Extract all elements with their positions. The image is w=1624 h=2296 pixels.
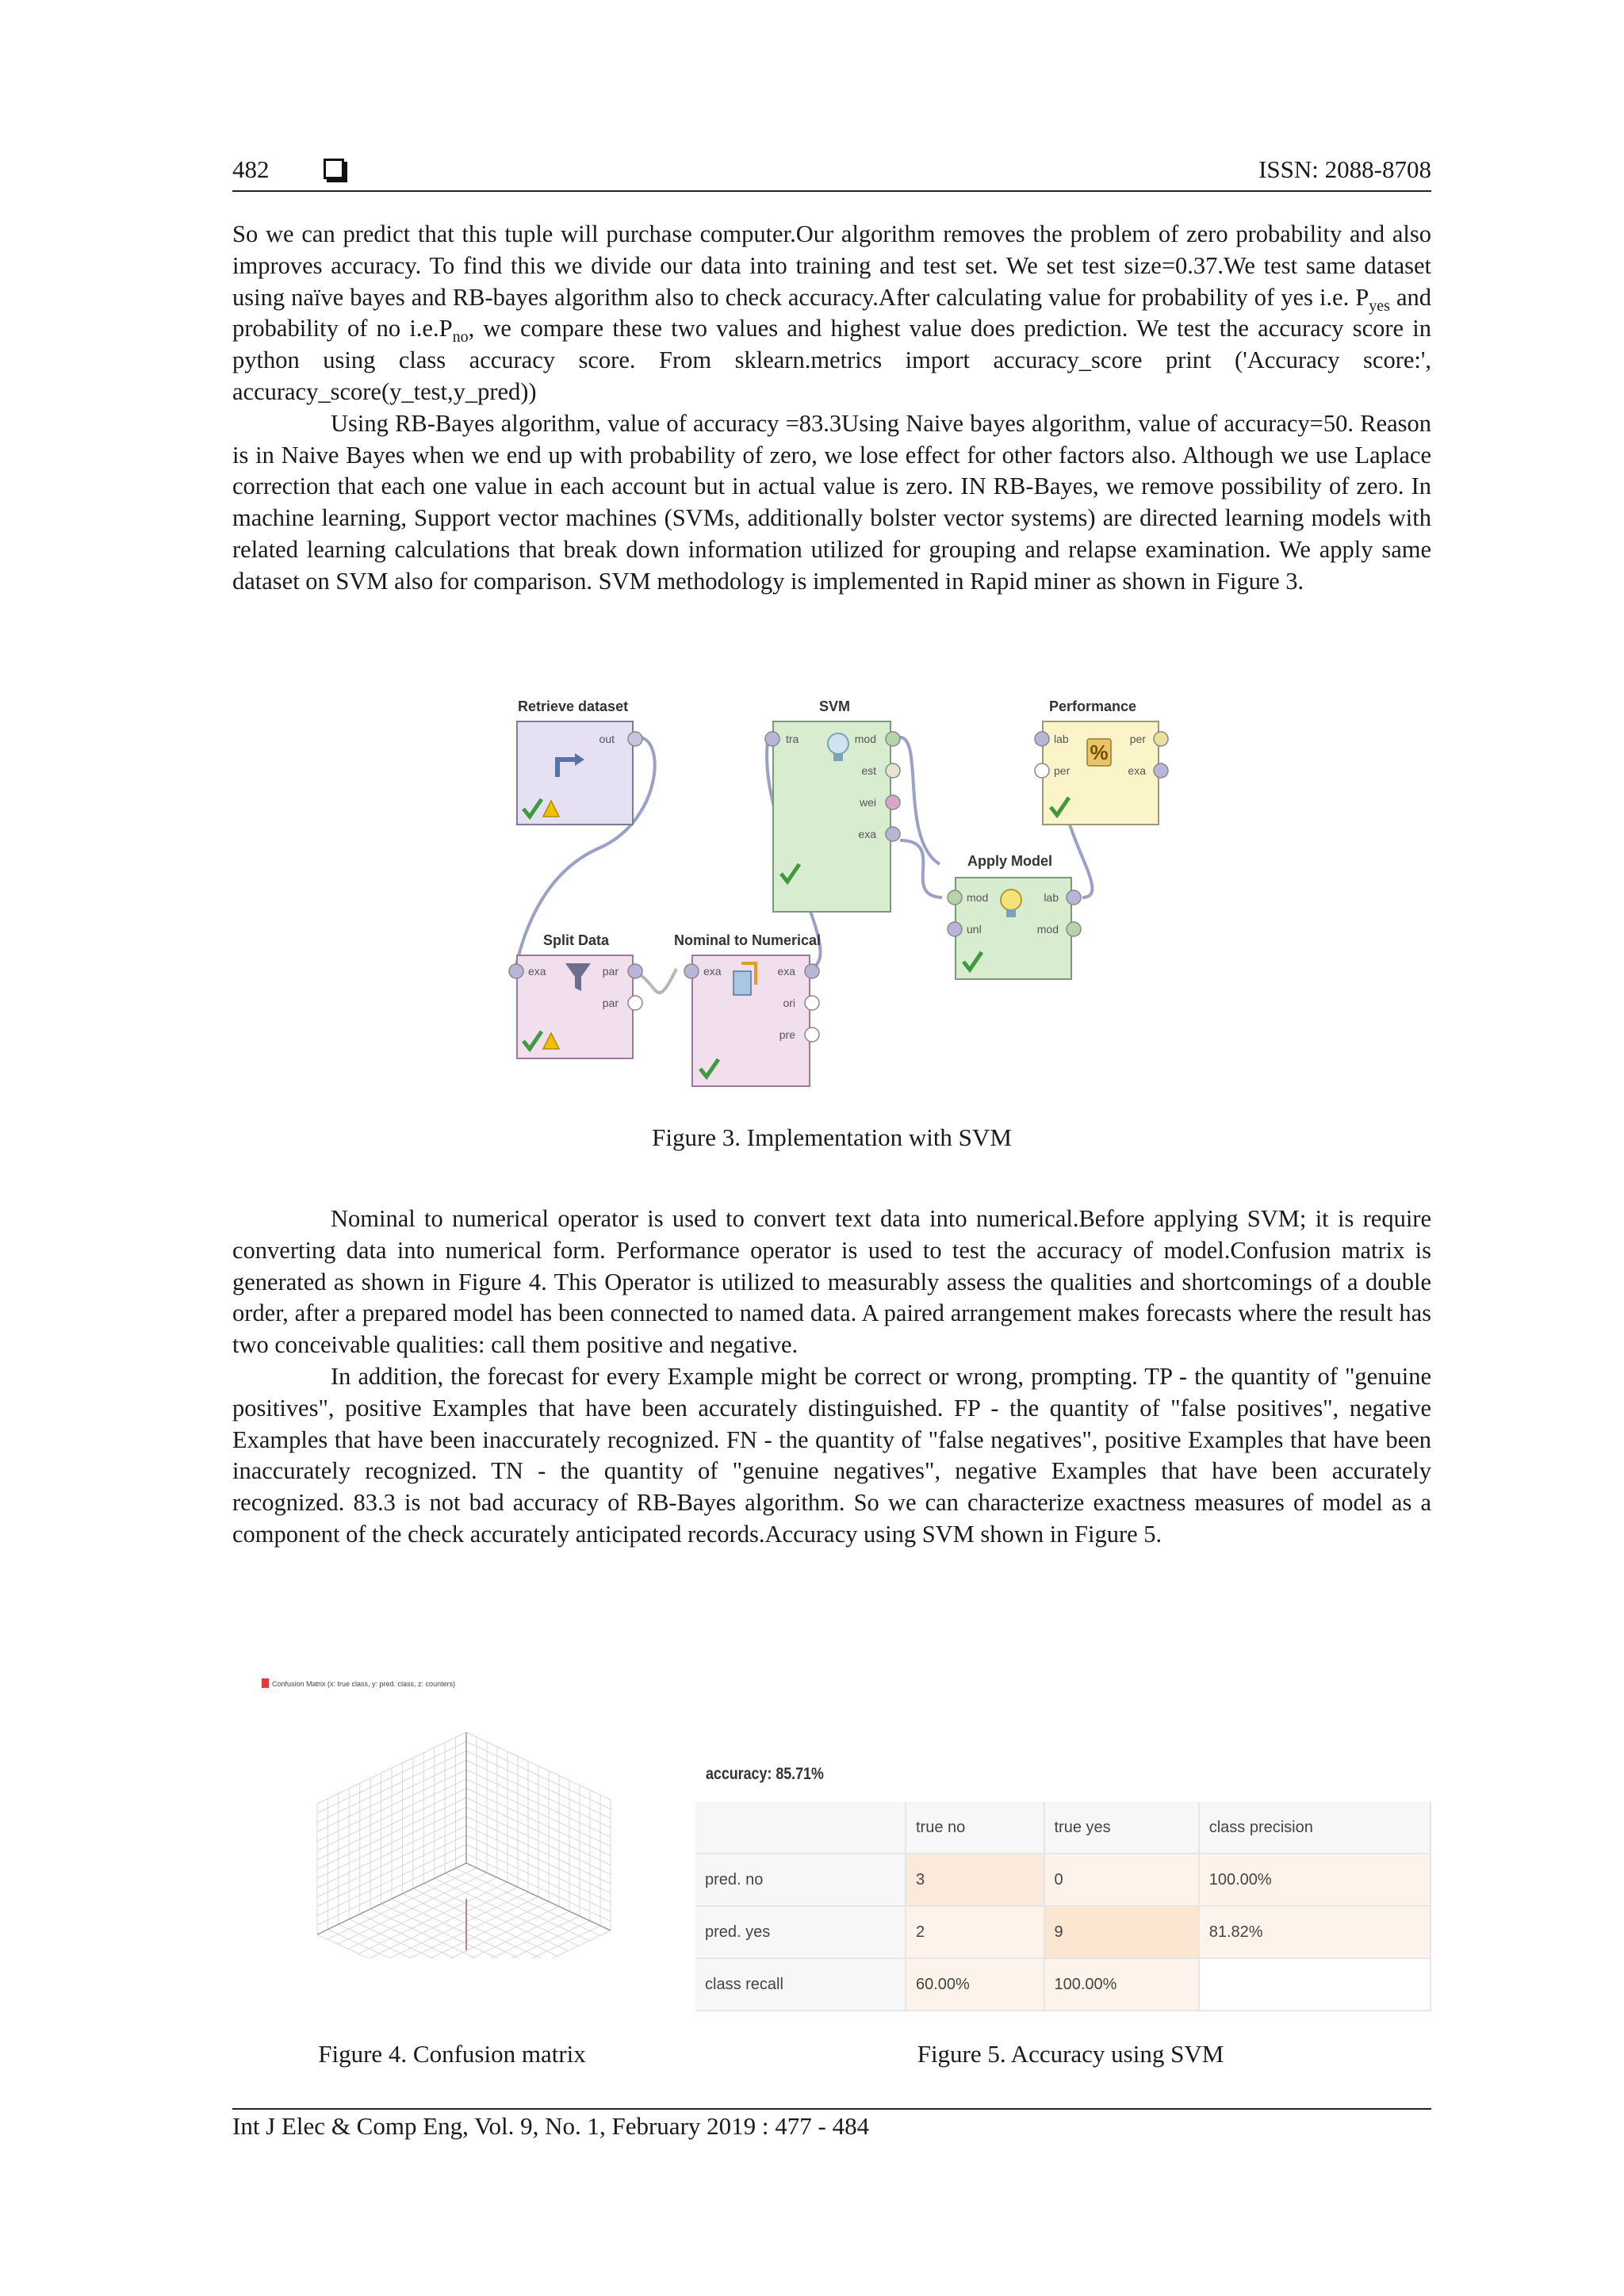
- table-row: [695, 1854, 1431, 1906]
- table-cell: 60.00%: [906, 1958, 1044, 2011]
- apply-unl-label: unl: [967, 923, 982, 936]
- table-cell: [695, 1802, 906, 1854]
- performance-lab-label: lab: [1054, 733, 1069, 745]
- performance-per-out-port[interactable]: [1154, 732, 1168, 746]
- svm-wei-port[interactable]: [886, 795, 900, 809]
- issn: ISSN: 2088-8708: [1258, 155, 1431, 183]
- svm-wei-label: wei: [859, 796, 876, 809]
- confusion-table: [695, 1802, 1431, 2011]
- nominal-exa-out-port[interactable]: [805, 964, 819, 978]
- confusion-matrix-3d-plot: [293, 1720, 642, 1958]
- split-exa-port[interactable]: [509, 964, 523, 978]
- nominal-to-numerical-title: Nominal to Numerical: [674, 932, 822, 948]
- table-cell: 0: [1044, 1854, 1199, 1906]
- apply-unl-port[interactable]: [948, 922, 962, 936]
- row-label: pred. no: [695, 1854, 906, 1906]
- apply-model-title: Apply Model: [967, 853, 1052, 869]
- table-header: class precision: [1199, 1802, 1431, 1854]
- svm-tra-label: tra: [786, 733, 799, 745]
- split-par-port-2[interactable]: [628, 996, 642, 1010]
- confusion-legend-text: Confusion Matrix (x: true class, y: pred. class, z: counters): [272, 1680, 456, 1688]
- table-cell: [1199, 1958, 1431, 2011]
- svm-exa-label: exa: [858, 828, 876, 840]
- performance-exa-label: exa: [1128, 764, 1146, 777]
- accuracy-label: accuracy: 85.71%: [706, 1765, 824, 1783]
- split-par-label-1: par: [602, 965, 619, 978]
- paragraph: Using RB-Bayes algorithm, value of accuracy =83.3Using Naive bayes algorithm, value of accuracy=50. Reason is in Naive Bayes when we end up with probability of zero, we lose effect for other factors also. Although we use Laplace correction that each one value in each account but in actual value is zero. IN RB-Bayes, we remove possibility of zero. In machine learning, Support vector machines (SVMs, additionally bolster vector systems) are directed learning models with related learning calculations that break down information utilized for grouping and relapse examination. We apply same dataset on SVM also for comparison. SVM methodology is implemented in Rapid miner as shown in Figure 3.: [232, 409, 1431, 595]
- table-cell: 9: [1044, 1906, 1199, 1958]
- split-data-title: Split Data: [543, 932, 610, 948]
- table-cell: 100.00%: [1199, 1854, 1431, 1906]
- svm-exa-port[interactable]: [886, 827, 900, 841]
- nominal-pre-label: pre: [779, 1028, 795, 1041]
- page-number: 482: [232, 155, 270, 183]
- apply-mod-out-port[interactable]: [1067, 922, 1081, 936]
- performance-per-out-label: per: [1129, 733, 1146, 745]
- figure5-caption: Figure 5. Accuracy using SVM: [917, 2040, 1224, 2068]
- table-header: true no: [906, 1802, 1044, 1854]
- retrieve-out-label: out: [599, 733, 615, 745]
- performance-lab-port[interactable]: [1035, 732, 1049, 746]
- split-par-label-2: par: [602, 997, 619, 1009]
- table-cell: 81.82%: [1199, 1906, 1431, 1958]
- page-header: [232, 155, 1431, 195]
- row-label: pred. yes: [695, 1906, 906, 1958]
- svm-title: SVM: [819, 698, 851, 714]
- header-rule: [232, 190, 1431, 192]
- split-exa-label: exa: [528, 965, 546, 978]
- nominal-exa-in-port[interactable]: [684, 964, 699, 978]
- svm-workflow-diagram: [504, 690, 1178, 1102]
- paragraph: In addition, the forecast for every Example might be correct or wrong, prompting. TP - the quantity of "genuine positives", positive Examples that have been accurately distinguished. FP - the quantity of "false positives", negative Examples that have been inaccurately recognized. FN - the quantity of "false negatives", positive Examples that have been inaccurately recognized. TN - the quantity of "genuine negatives", negative Examples that have been accurately recognized. 83.3 is not bad accuracy of RB-Bayes algorithm. So we can characterize exactness measures of model as a component of the check accurately anticipated records.Accuracy using SVM shown in Figure 5.: [232, 1362, 1431, 1548]
- table-cell: 2: [906, 1906, 1044, 1958]
- table-cell: 3: [906, 1854, 1044, 1906]
- paragraph: Nominal to numerical operator is used to convert text data into numerical.Before applying SVM; it is require converting data into numerical form. Performance operator is used to test the accuracy of model.Confusion matrix is generated as shown in Figure 4. This Operator is utilized to measurably assess the qualities and shortcomings of a double order, after a prepared model has been connected to named data. A paired arrangement makes forecasts where the result has two conceivable qualities: call them positive and negative.: [232, 1205, 1431, 1359]
- nominal-exa-in-label: exa: [703, 965, 722, 978]
- nominal-ori-label: ori: [783, 997, 795, 1009]
- nominal-ori-port[interactable]: [805, 996, 819, 1010]
- row-label: class recall: [695, 1958, 906, 2011]
- figure3-caption: Figure 3. Implementation with SVM: [652, 1123, 1012, 1151]
- table-row: [695, 1958, 1431, 2011]
- svg-text:%: %: [1090, 740, 1109, 764]
- apply-mod-out-label: mod: [1036, 923, 1059, 936]
- svm-est-label: est: [861, 764, 876, 777]
- table-header-row: [695, 1802, 1431, 1854]
- body-text-middle: [232, 1203, 1431, 1551]
- retrieve-dataset-title: Retrieve dataset: [518, 698, 629, 714]
- split-par-port-1[interactable]: [628, 964, 642, 978]
- confusion-legend: [262, 1676, 642, 1689]
- performance-per-in-label: per: [1054, 764, 1071, 777]
- nominal-pre-port[interactable]: [805, 1027, 819, 1042]
- footer-rule: [232, 2108, 1431, 2110]
- body-text-top: [232, 219, 1431, 598]
- nominal-exa-out-label: exa: [777, 965, 795, 978]
- svm-tra-port[interactable]: [765, 732, 779, 746]
- svm-mod-label: mod: [854, 733, 876, 745]
- legend-swatch: [262, 1678, 269, 1688]
- square-bullet-icon: [324, 159, 344, 179]
- apply-lab-label: lab: [1044, 891, 1059, 904]
- apply-mod-in-label: mod: [967, 891, 989, 904]
- paragraph: So we can predict that this tuple will purchase computer.Our algorithm removes the problem of zero probability and also improves accuracy. To find this we divide our data into training and test set. We set test size=0.37.We test same dataset using naïve bayes and RB-bayes algorithm also to check accuracy.After calculating value for probability of yes i.e. $P_{yes}$ and probability of no $i.e.P_{no}$, we compare these two values and highest value does prediction. We test the accuracy score in python using class accuracy score. From sklearn.metrics import accuracy_score print ('Accuracy score:', accuracy_score(y_test,y_pred)): [232, 220, 1431, 405]
- retrieve-out-port[interactable]: [628, 732, 642, 746]
- apply-lab-port[interactable]: [1067, 890, 1081, 905]
- percent-icon: [1087, 739, 1111, 766]
- plot-grid: [317, 1732, 611, 1958]
- table-cell: 100.00%: [1044, 1958, 1199, 2011]
- performance-title: Performance: [1049, 698, 1137, 714]
- figure4-caption: Figure 4. Confusion matrix: [318, 2040, 586, 2068]
- table-header: true yes: [1044, 1802, 1199, 1854]
- svm-mod-port[interactable]: [886, 732, 900, 746]
- footer-citation: Int J Elec & Comp Eng, Vol. 9, No. 1, February 2019 : 477 - 484: [232, 2112, 870, 2140]
- svm-est-port[interactable]: [886, 763, 900, 778]
- performance-exa-port[interactable]: [1154, 763, 1168, 778]
- table-row: [695, 1906, 1431, 1958]
- apply-mod-in-port[interactable]: [948, 890, 962, 905]
- performance-per-in-port[interactable]: [1035, 763, 1049, 778]
